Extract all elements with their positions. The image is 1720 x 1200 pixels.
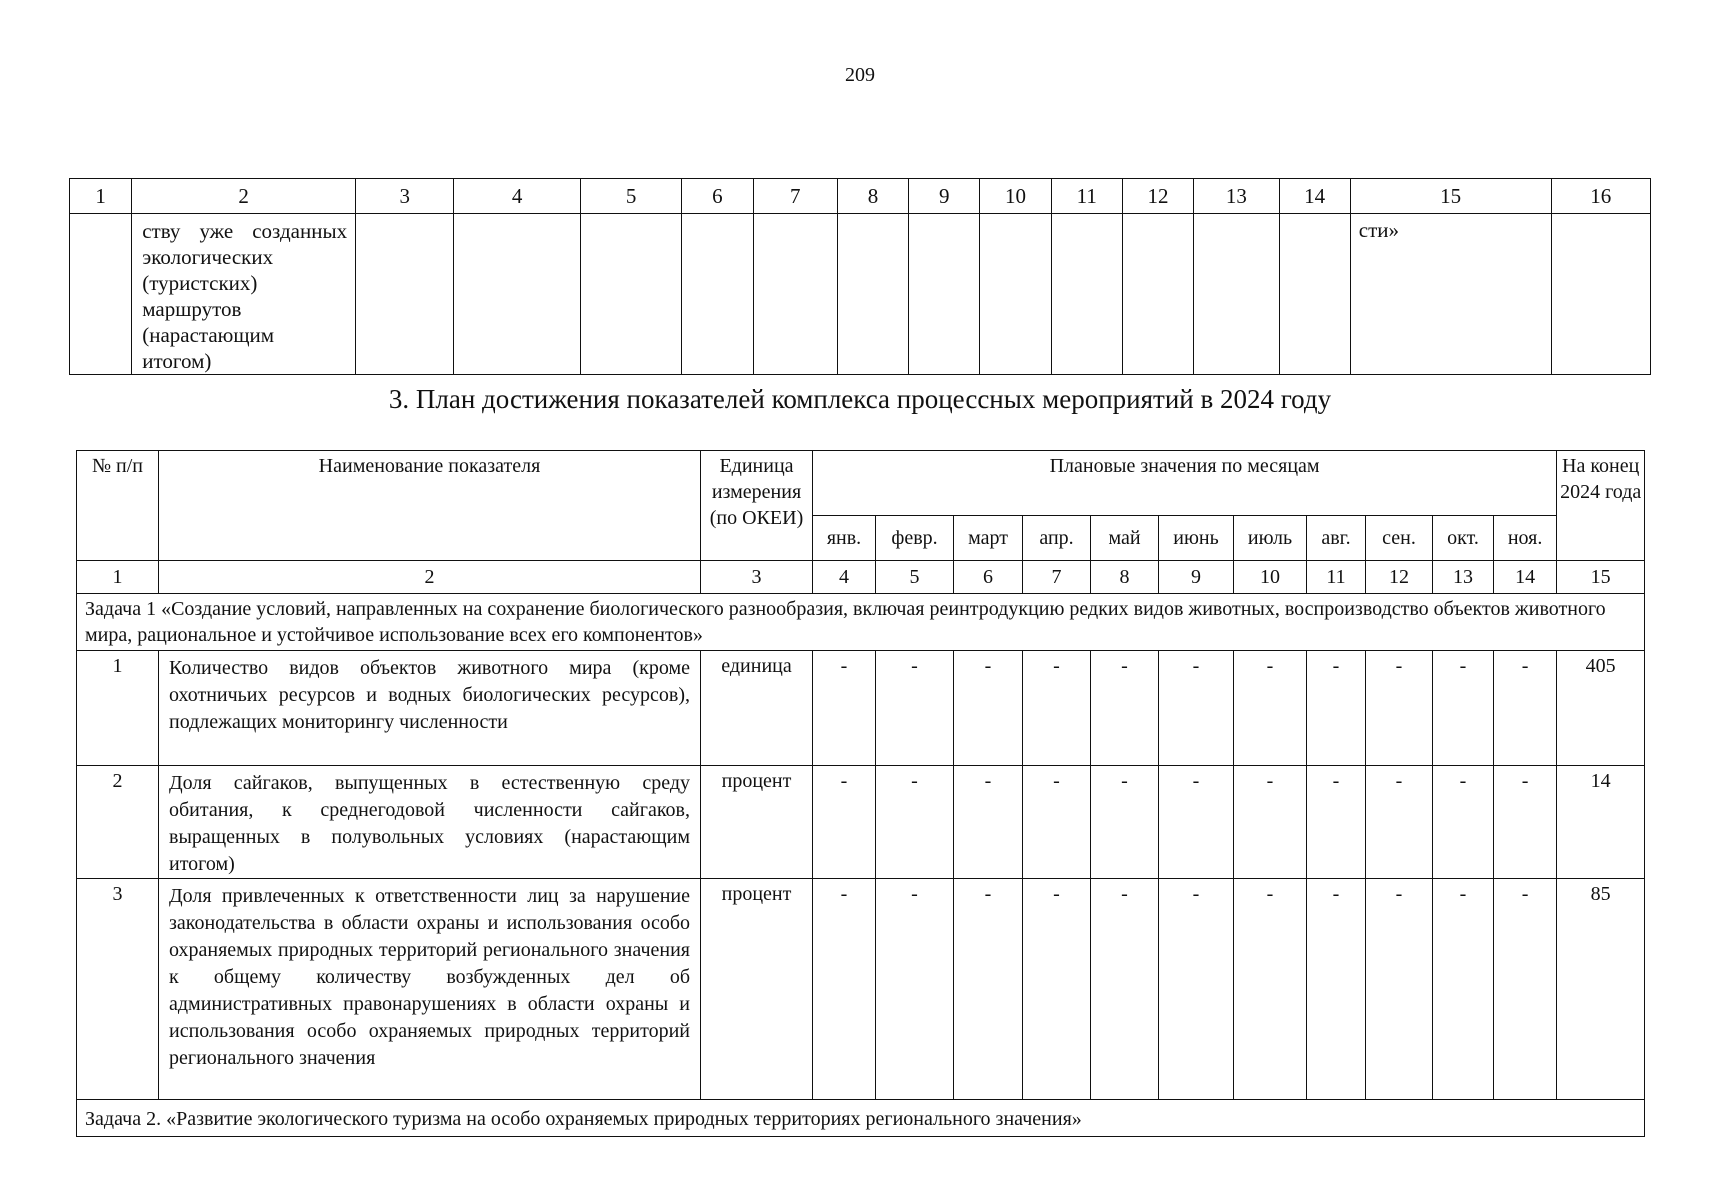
unit: единица — [701, 651, 813, 766]
col-number: 11 — [1307, 561, 1366, 594]
month-header: авг. — [1307, 516, 1366, 561]
col-number: 13 — [1433, 561, 1494, 594]
month-value: - — [1433, 651, 1494, 766]
month-value: - — [1366, 879, 1433, 1100]
col-number: 14 — [1279, 179, 1350, 214]
month-value: - — [1494, 766, 1557, 879]
col-number: 5 — [580, 179, 681, 214]
col-number: 3 — [356, 179, 454, 214]
col-number: 14 — [1494, 561, 1557, 594]
page-number: 209 — [845, 64, 875, 86]
col-number: 4 — [454, 179, 580, 214]
month-header: март — [954, 516, 1023, 561]
end-value: 14 — [1557, 766, 1645, 879]
month-value: - — [1091, 651, 1159, 766]
month-value: - — [954, 766, 1023, 879]
col-number: 15 — [1557, 561, 1645, 594]
col-number: 6 — [954, 561, 1023, 594]
month-value: - — [1023, 651, 1091, 766]
row-number: 2 — [77, 766, 159, 879]
month-value: - — [1307, 766, 1366, 879]
col-number: 12 — [1122, 179, 1193, 214]
col-number: 8 — [1091, 561, 1159, 594]
task-row — [77, 1100, 1645, 1137]
month-header: февр. — [876, 516, 954, 561]
month-header: апр. — [1023, 516, 1091, 561]
header-end: На конец 2024 года — [1560, 455, 1642, 503]
month-value: - — [954, 651, 1023, 766]
col-number: 4 — [813, 561, 876, 594]
month-value: - — [1494, 651, 1557, 766]
task-1: Задача 1 «Создание условий, направленных на сохранение биологического разнообразия, включая реинтродукцию редких видов животных, воспроизводство объектов животного мира, рациональное и устойчивое использование всех его компонентов» — [77, 594, 1645, 651]
col-number: 16 — [1551, 179, 1650, 214]
header-num: № п/п — [91, 455, 144, 477]
plan-table — [76, 450, 1645, 1137]
table-row — [77, 766, 1645, 879]
col-number: 5 — [876, 561, 954, 594]
col-number: 15 — [1350, 179, 1551, 214]
month-header: ноя. — [1494, 516, 1557, 561]
month-value: - — [1366, 651, 1433, 766]
month-value: - — [1234, 766, 1307, 879]
col-number: 12 — [1366, 561, 1433, 594]
month-value: - — [1234, 879, 1307, 1100]
month-header: янв. — [813, 516, 876, 561]
col-number: 10 — [980, 179, 1051, 214]
month-value: - — [1307, 879, 1366, 1100]
month-header: окт. — [1433, 516, 1494, 561]
col-number: 6 — [682, 179, 753, 214]
end-value: 85 — [1557, 879, 1645, 1100]
month-value: - — [876, 651, 954, 766]
col-number: 7 — [753, 179, 837, 214]
task-row — [77, 594, 1645, 651]
col-number: 7 — [1023, 561, 1091, 594]
month-header: сен. — [1366, 516, 1433, 561]
month-header: май — [1091, 516, 1159, 561]
section-title: 3. План достижения показателей комплекса процессных мероприятий в 2024 году — [388, 384, 1332, 414]
month-header: июнь — [1159, 516, 1234, 561]
table-row — [77, 651, 1645, 766]
unit: процент — [701, 879, 813, 1100]
table-row — [70, 214, 1651, 375]
col15-continuation: сти» — [1358, 218, 1400, 242]
indicator-name-continuation: ству уже созданных экологических (туристских) маршрутов (нарастающим итогом) — [142, 219, 348, 373]
indicator-name: Доля сайгаков, выпущенных в естественную среду обитания, к среднегодовой численности сайгаков, выращенных в полувольных условиях (нарастающим итогом) — [159, 766, 701, 879]
continuation-table — [69, 178, 1651, 375]
col-number: 13 — [1194, 179, 1279, 214]
month-value: - — [876, 879, 954, 1100]
indicator-name: Количество видов объектов животного мира (кроме охотничьих ресурсов и водных биологических ресурсов), подлежащих мониторингу численности — [159, 651, 701, 766]
table-row — [77, 879, 1645, 1100]
col-number: 1 — [77, 561, 159, 594]
month-value: - — [1159, 651, 1234, 766]
header-name: Наименование показателя — [318, 455, 541, 477]
indicator-name: Доля привлеченных к ответственности лиц за нарушение законодательства в области охраны и использования особо охраняемых природных территорий регионального значения к общему количеству возбужденных дел об административных правонарушениях в области охраны и использования особо охраняемых природных территорий регионального значения — [159, 879, 701, 1100]
row-number: 1 — [77, 651, 159, 766]
month-value: - — [1023, 879, 1091, 1100]
month-value: - — [1234, 651, 1307, 766]
month-value: - — [1091, 766, 1159, 879]
month-value: - — [1159, 879, 1234, 1100]
month-value: - — [876, 766, 954, 879]
month-value: - — [1366, 766, 1433, 879]
col-number: 10 — [1234, 561, 1307, 594]
month-value: - — [1159, 766, 1234, 879]
col-number: 9 — [1159, 561, 1234, 594]
month-value: - — [1023, 766, 1091, 879]
month-value: - — [1433, 766, 1494, 879]
col-number: 2 — [132, 179, 356, 214]
col-number: 2 — [159, 561, 701, 594]
month-value: - — [1494, 879, 1557, 1100]
month-value: - — [813, 651, 876, 766]
col-number: 9 — [909, 179, 980, 214]
end-value: 405 — [1557, 651, 1645, 766]
header-unit: Единица измерения (по ОКЕИ) — [709, 455, 804, 529]
row-number: 3 — [77, 879, 159, 1100]
month-value: - — [954, 879, 1023, 1100]
unit: процент — [701, 766, 813, 879]
column-number-row — [77, 561, 1645, 594]
month-value: - — [1091, 879, 1159, 1100]
month-header: июль — [1234, 516, 1307, 561]
header-plan: Плановые значения по месяцам — [1049, 455, 1320, 477]
col-number: 11 — [1051, 179, 1122, 214]
header-row — [77, 451, 1645, 516]
month-value: - — [813, 766, 876, 879]
task-2: Задача 2. «Развитие экологического туризма на особо охраняемых природных территориях регионального значения» — [77, 1100, 1645, 1137]
month-value: - — [1433, 879, 1494, 1100]
col-number: 1 — [70, 179, 132, 214]
col-number: 8 — [837, 179, 908, 214]
column-number-row — [70, 179, 1651, 214]
month-value: - — [813, 879, 876, 1100]
month-value: - — [1307, 651, 1366, 766]
col-number: 3 — [701, 561, 813, 594]
